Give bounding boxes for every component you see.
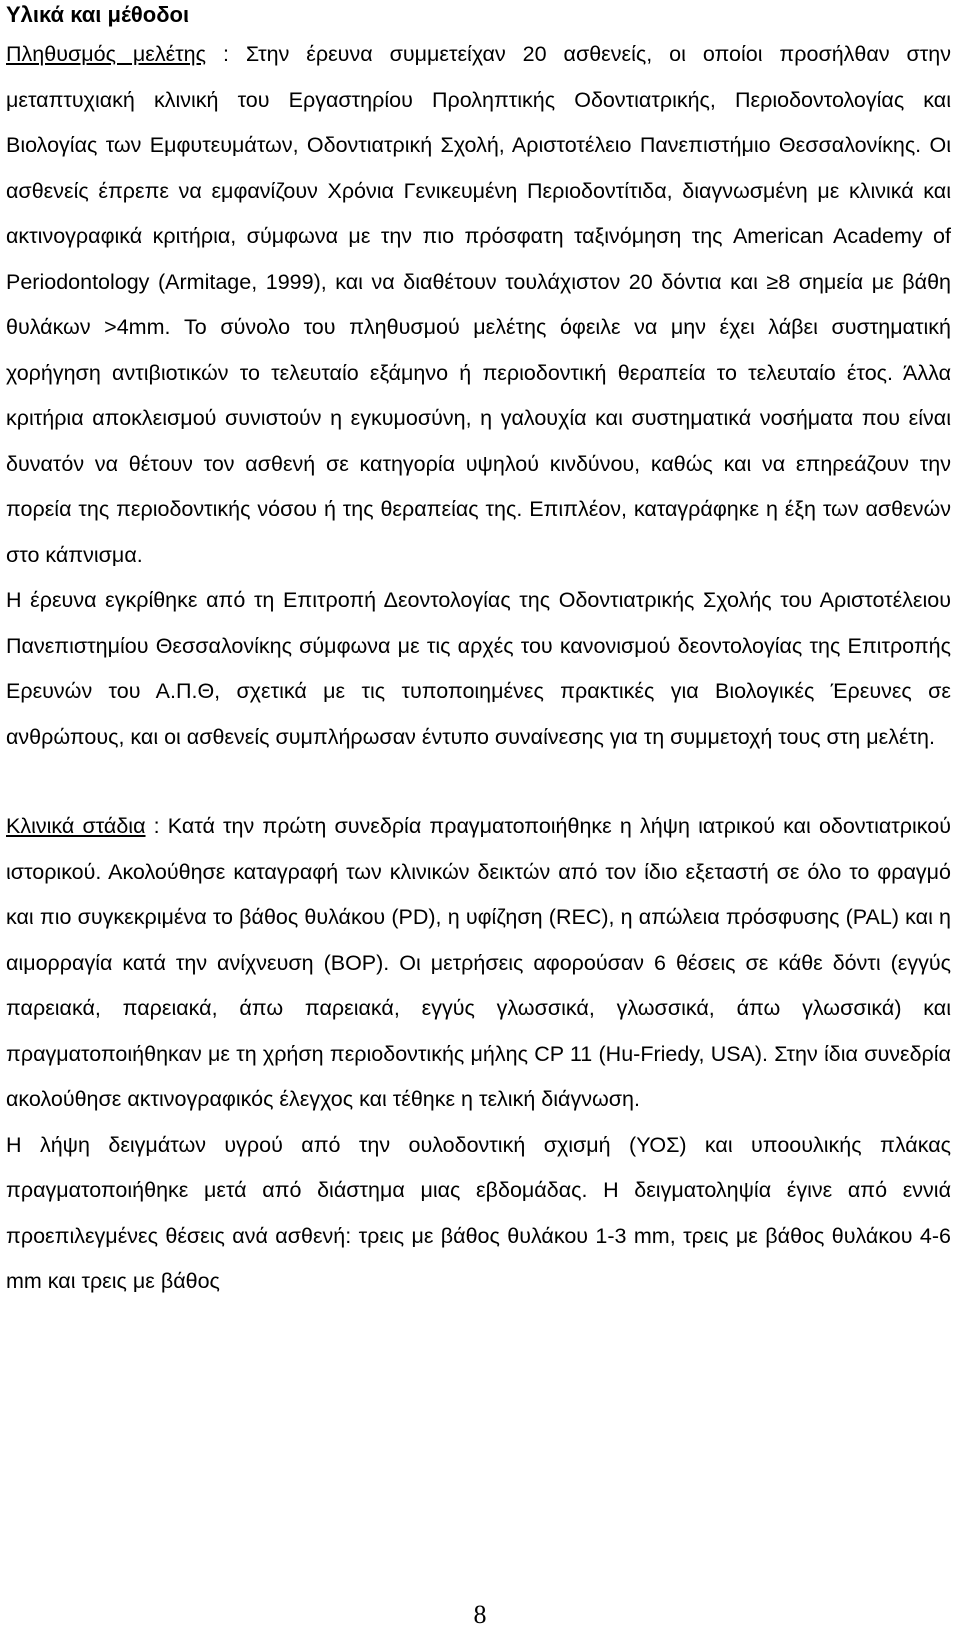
paragraph-text: Στην έρευνα συμμετείχαν 20 ασθενείς, οι οποίοι προσήλθαν στην μεταπτυχιακή κλινική του Εργαστηρίου Προληπτικής Οδοντιατρικής, Περιοδοντολογίας και Βιολογίας των Εμφυτευμάτων, Οδοντιατρική Σχολή, Αριστοτέλειο Πανεπιστήμιο Θεσσαλονίκης. Οι ασθενείς έπρεπε να εμφανίζουν Χρόνια Γενικευμένη Περιοδοντίτιδα, διαγνωσμένη με κλινικά και ακτινογραφικά κριτήρια, σύμφωνα με την πιο πρόσφατη ταξινόμηση της American Academy of Periodontology (Armitage, 1999), και να διαθέτουν τουλάχιστον 20 δόντια και ≥8 σημεία με βάθη θυλάκων >4mm. Το σύνολο του πληθυσμού μελέτης όφειλε να μην έχει λάβει συστηματική χορήγηση αντιβιοτικών το τελευταίο εξάμηνο ή περιοδοντική θεραπεία το τελευταίο έτος. Άλλα κριτήρια αποκλεισμού συνιστούν η εγκυμοσύνη, η γαλουχία και συστηματικά νοσήματα που είναι δυνατόν να θέτουν τον ασθενή σε κατηγορία υψηλού κινδύνου, καθώς και να επηρεάζουν την πορεία της περιοδοντικής νόσου ή της θεραπείας της. Επιπλέον, καταγράφηκε η έξη των ασθενών στο κάπνισμα. bbox=[6, 42, 951, 567]
label-separator: : bbox=[145, 814, 168, 838]
paragraph-text: Κατά την πρώτη συνεδρία πραγματοποιήθηκε η λήψη ιατρικού και οδοντιατρικού ιστορικού. Ακολούθησε καταγραφή των κλινικών δεικτών από τον ίδιο εξεταστή σε όλο το φραγμό και πιο συγκεκριμένα το βάθος θυλάκου (PD), η υφίζηση (REC), η απώλεια πρόσφυσης (PAL) και η αιμορραγία κατά την ανίχνευση (BOP). Οι μετρήσεις αφορούσαν 6 θέσεις σε κάθε δόντι (εγγύς παρειακά, παρειακά, άπω παρειακά, εγγύς γλωσσικά, γλωσσικά, άπω γλωσσικά) και πραγματοποιήθηκαν με τη χρήση περιοδοντικής μήλης CP 11 (Hu-Friedy, USA). Στην ίδια συνεδρία ακολούθησε ακτινογραφικός έλεγχος και τέθηκε η τελική διάγνωση. bbox=[6, 814, 952, 1111]
paragraph-ethics-approval: Η έρευνα εγκρίθηκε από τη Επιτροπή Δεοντολογίας της Οδοντιατρικής Σχολής του Αριστοτέλειου Πανεπιστημίου Θεσσαλονίκης σύμφωνα με τις αρχές του κανονισμού δεοντολογίας της Επιτροπής Ερευνών του Α.Π.Θ, σχετικά με τις τυποποιημένες πρακτικές για Βιολογικές Έρευνες σε ανθρώπους, και οι ασθενείς συμπλήρωσαν έντυπο συναίνεσης για τη συμμετοχή τους στη μελέτη. bbox=[6, 588, 951, 749]
paragraph-study-population bbox=[6, 32, 951, 578]
paragraph-sampling: Η λήψη δειγμάτων υγρού από την ουλοδοντική σχισμή (ΥΟΣ) και υποουλικής πλάκας πραγματοποιήθηκε μετά από διάστημα μιας εβδομάδας. Η δειγματοληψία έγινε από εννιά προεπιλεγμένες θέσεις ανά ασθενή: τρεις με βάθος θυλάκου 1-3 mm, τρεις με βάθος θυλάκου 4-6 mm και τρεις με βάθος bbox=[6, 1132, 951, 1293]
paragraph-gap bbox=[6, 760, 951, 804]
paragraph-clinical-stages bbox=[6, 804, 951, 1123]
section-heading: Υλικά και μέθοδοι bbox=[6, 2, 190, 27]
page-number: 8 bbox=[473, 1600, 487, 1629]
label-study-population: Πληθυσμός μελέτης bbox=[6, 42, 206, 66]
label-separator: : bbox=[206, 42, 246, 66]
document-page bbox=[6, 0, 951, 1305]
label-clinical-stages: Κλινικά στάδια bbox=[6, 814, 146, 838]
